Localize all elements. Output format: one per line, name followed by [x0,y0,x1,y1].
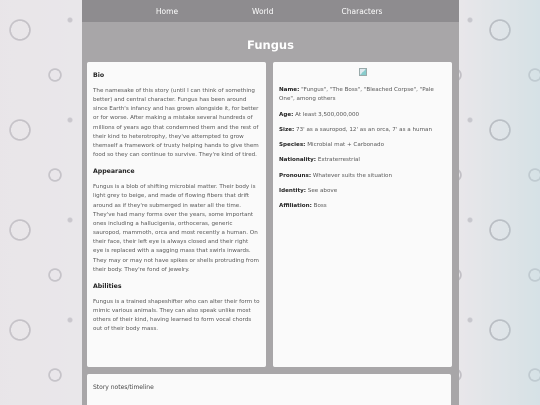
appearance-heading: Appearance [93,168,135,176]
nav-world-link[interactable]: World [252,6,274,16]
fact-age [279,111,446,120]
fact-identity [279,187,446,196]
fact-label: Species: [279,142,306,149]
fact-label: Affiliation: [279,203,312,210]
fact-value: "Fungus", "The Boss", "Bleached Corpse", "Pale One", among others [279,87,434,103]
fact-value: 73' as a sauropod, 12' as an orca, 7' as a human [296,126,433,133]
fact-value: At least 3,500,000,000 [295,111,360,118]
fact-label: Pronouns: [279,172,312,179]
fact-label: Size: [279,126,295,133]
fact-name [279,86,446,105]
fact-label: Identity: [279,188,307,195]
fact-value: Microbial mat + Carbonado [307,142,384,149]
fact-label: Age: [279,111,294,118]
fact-size [279,126,446,135]
nav-characters-link[interactable]: Characters [341,6,383,16]
fact-value: See above [307,188,338,195]
bio-heading: Bio [93,72,105,79]
page-title: Fungus [247,38,294,52]
fact-affiliation [279,202,446,211]
background-pattern-left [0,0,82,405]
fact-species [279,141,446,150]
nav-home-link[interactable]: Home [155,6,179,16]
fact-pronouns [279,172,446,181]
fact-nationality [279,156,446,165]
fact-value: Extraterrestrial [317,157,360,164]
background-pattern-right [458,0,540,405]
fact-value: Boss [313,203,327,210]
fact-value: Whatever suits the situation [312,172,393,179]
notes-label: Story notes/timeline [93,384,154,391]
notes-card [87,374,451,405]
abilities-heading: Abilities [93,282,122,290]
fact-label: Nationality: [279,157,317,164]
bio-text: The namesake of this story (until I can think of something better) and central character. Fungus has been around since Earth's infancy and has grown alongside it, for better or for worse. After making a mistake several hundreds of millions of years ago that condemned them and the rest of their kind to heterotrophy, they've attempted to grow themself a framework of trusty helping hands to give them food so they can continue to survive. They're kind of tired. [93,88,259,159]
content-column [82,0,459,405]
top-nav [82,0,459,22]
abilities-text: Fungus is a trained shapeshifter who can alter their form to mimic various animals. They can also speak unlike most others of their kind, having learned to form vocal chords out of their body mass. [93,298,260,333]
info-card [273,62,452,367]
bio-card [87,62,266,367]
broken-image-icon [359,68,367,76]
appearance-text: Fungus is a blob of shifting microbial matter. Their body is light grey to beige, and made of flowing fibers that drift around as if they're submerged in water all the time. They've had many forms over the years, some important ones including a hallucigenia, orthoceras, generic sauropod, mammoth, orca and most recently a human. On their face, their left eye is always closed and their right eye is replaced with a sagging mass that swirls inwards. They may or may not have spikes or shells protruding from their body. They're fond of jewelry. [93,184,259,273]
fact-label: Name: [279,87,300,93]
